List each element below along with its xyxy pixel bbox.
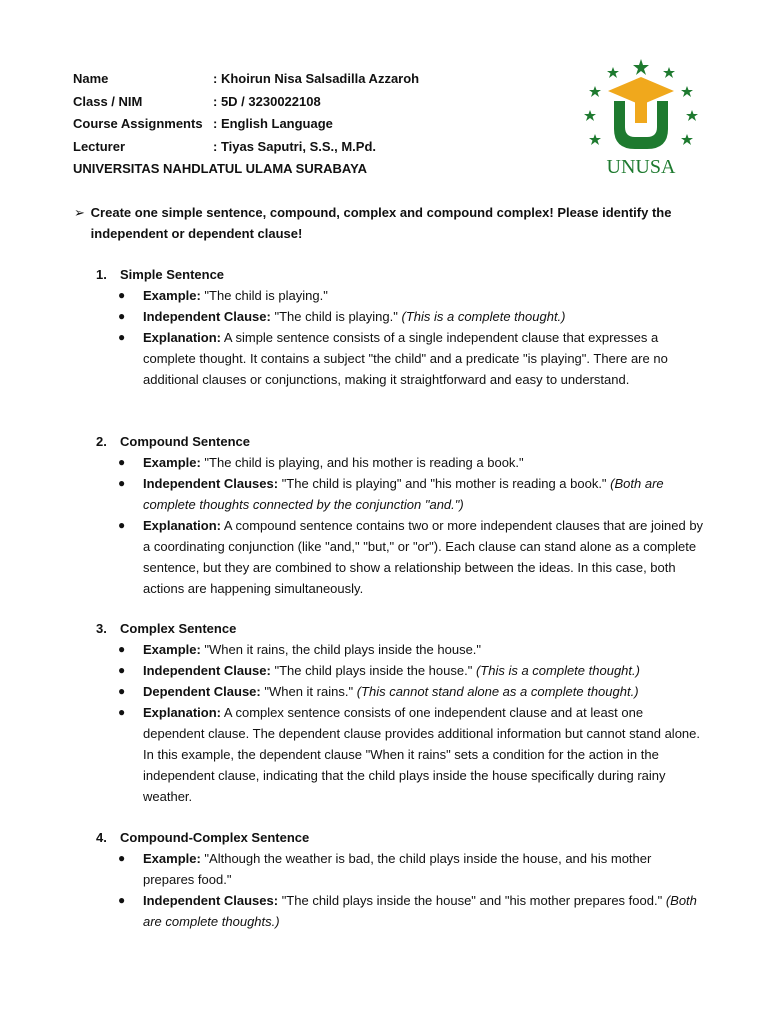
- bullet-icon: ●: [118, 684, 126, 698]
- section-title: Complex Sentence: [120, 621, 237, 636]
- bullet-icon: ●: [118, 288, 126, 302]
- info-row-class: [73, 91, 419, 114]
- bullet-icon: ●: [118, 455, 126, 469]
- info-value: : Khoirun Nisa Salsadilla Azzaroh: [213, 71, 420, 86]
- unusa-logo: [578, 55, 704, 180]
- info-row-name: [73, 68, 419, 91]
- list-item: ● Independent Clause: "The child plays inside the house." (This is a complete thought.): [96, 660, 706, 681]
- section-compound-sentence: [96, 431, 706, 599]
- bullet-icon: ●: [118, 518, 126, 532]
- bullet-icon: ●: [118, 851, 126, 865]
- info-row-course: [73, 113, 419, 136]
- bullet-icon: ●: [118, 642, 126, 656]
- section-complex-sentence: [96, 618, 706, 807]
- arrow-bullet-icon: ➢: [74, 205, 85, 220]
- bullet-icon: ●: [118, 330, 126, 344]
- info-value: : English Language: [213, 116, 333, 131]
- section-simple-sentence: [96, 264, 706, 390]
- section-number: 1.: [96, 267, 107, 282]
- bullet-icon: ●: [118, 476, 126, 490]
- info-row-lecturer: [73, 136, 419, 159]
- university-name: UNIVERSITAS NAHDLATUL ULAMA SURABAYA: [73, 161, 367, 176]
- list-item: ● Independent Clause: "The child is playing." (This is a complete thought.): [96, 306, 706, 327]
- info-value: : Tiyas Saputri, S.S., M.Pd.: [213, 138, 377, 154]
- list-item: ● Independent Clauses: "The child plays inside the house" and "his mother prepares food." (Both are complete thoughts.): [96, 890, 706, 932]
- list-item: ● Example: "When it rains, the child plays inside the house.": [96, 639, 706, 660]
- section-title: Simple Sentence: [120, 267, 225, 282]
- bullet-icon: ●: [118, 663, 126, 677]
- section-title: Compound Sentence: [120, 434, 251, 449]
- section-heading: [96, 618, 706, 639]
- info-label: Class / NIM: [73, 93, 143, 109]
- info-label: Lecturer: [73, 138, 126, 154]
- list-item: ● Explanation: A compound sentence contains two or more independent clauses that are joined by a coordinating conjunction (like "and," "but," or "or"). Each clause can stand alone as a complete sentence, but they are combined to show a relationship between the ideas. In this case, both actions are happening simultaneously.: [96, 515, 706, 599]
- task-instruction: [74, 202, 694, 244]
- section-heading: [96, 431, 706, 452]
- section-heading: [96, 827, 706, 848]
- list-item: ● Explanation: A simple sentence consists of a single independent clause that expresses a complete thought. It contains a subject "the child" and a predicate "is playing". There are no additional clauses or conjunctions, making it straightforward and easy to understand.: [96, 327, 706, 390]
- list-item: ● Example: "The child is playing.": [96, 285, 706, 306]
- section-number: 4.: [96, 830, 107, 845]
- section-title: Compound-Complex Sentence: [120, 830, 310, 845]
- list-item: ● Independent Clauses: "The child is playing" and "his mother is reading a book." (Both are complete thoughts connected by the conjunction "and."): [96, 473, 706, 515]
- logo-text: UNUSA: [606, 156, 676, 178]
- bullet-icon: ●: [118, 705, 126, 719]
- list-item: ● Example: "Although the weather is bad, the child plays inside the house, and his mother prepares food.": [96, 848, 706, 890]
- student-info: [73, 68, 419, 180]
- section-number: 3.: [96, 621, 107, 636]
- section-heading: [96, 264, 706, 285]
- info-label: Course Assignments: [73, 116, 203, 131]
- list-item: ● Dependent Clause: "When it rains." (This cannot stand alone as a complete thought.): [96, 681, 706, 702]
- bullet-icon: ●: [118, 893, 126, 907]
- section-compound-complex-sentence: [96, 827, 706, 932]
- task-text: Create one simple sentence, compound, complex and compound complex! Please identify the independent or dependent clause!: [90, 205, 672, 241]
- list-item: ● Explanation: A complex sentence consists of one independent clause and at least one dependent clause. The dependent clause provides additional information but cannot stand alone. In this example, the dependent clause "When it rains" sets a condition for the action in the independent clause, indicating that the child plays inside the house specifically during rainy weather.: [96, 702, 706, 807]
- section-number: 2.: [96, 434, 107, 449]
- info-label: Name: [73, 71, 109, 86]
- info-value: : 5D / 3230022108: [213, 93, 321, 109]
- bullet-icon: ●: [118, 309, 126, 323]
- list-item: ● Example: "The child is playing, and his mother is reading a book.": [96, 452, 706, 473]
